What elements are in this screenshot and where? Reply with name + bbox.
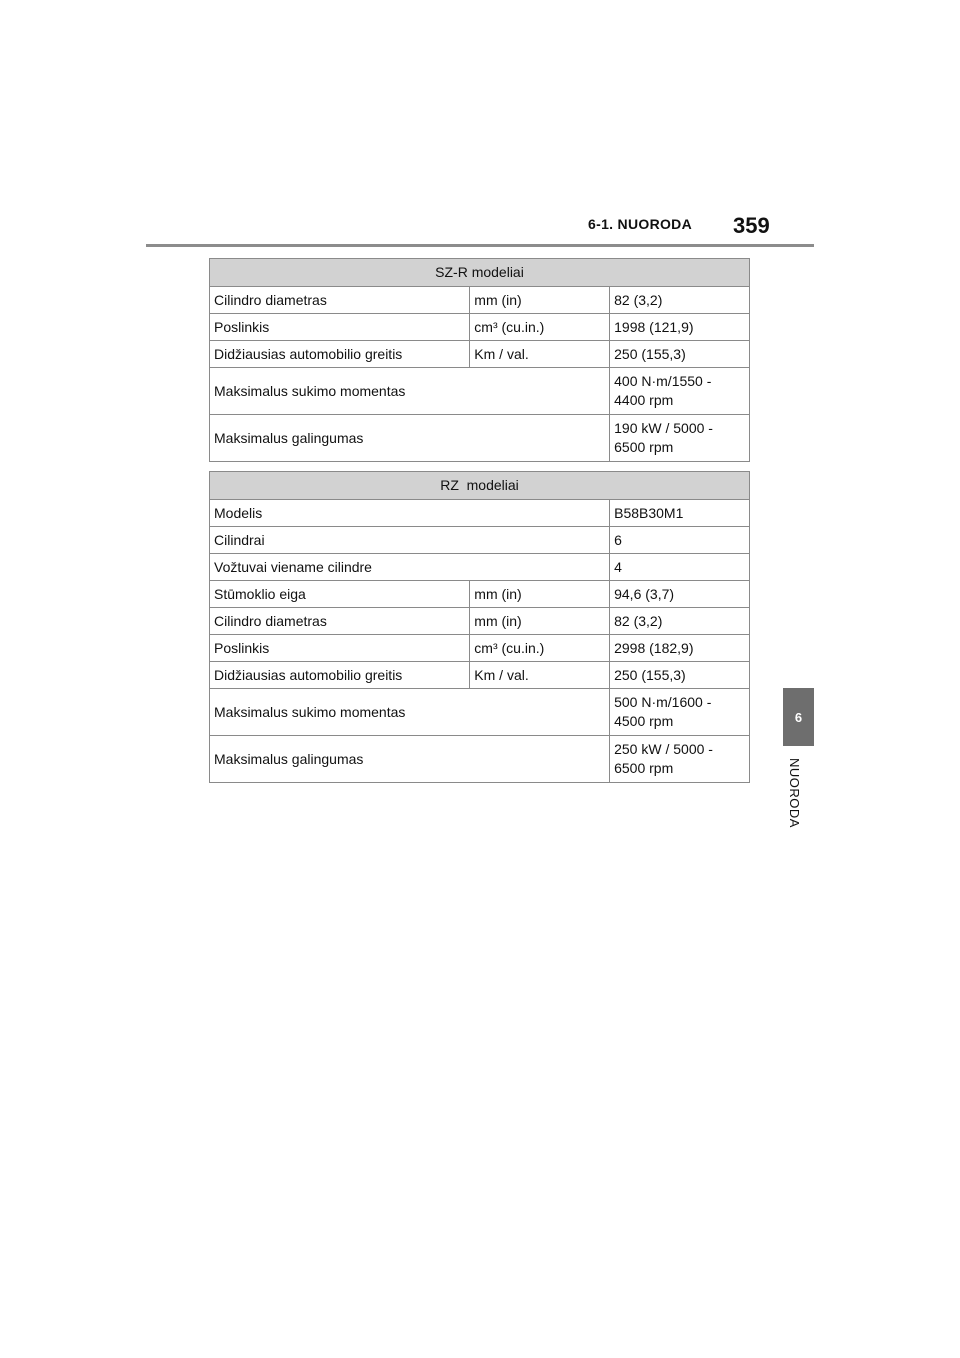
spec-unit: mm (in) [470, 581, 610, 608]
table-row [210, 287, 750, 314]
table-row [210, 500, 750, 527]
chapter-tab[interactable] [783, 688, 814, 746]
spec-table-rz [209, 471, 750, 783]
spec-label: Maksimalus sukimo momentas [210, 368, 610, 415]
chapter-label: NUORODA [787, 758, 802, 828]
spec-unit: Km / val. [470, 341, 610, 368]
table-row [210, 415, 750, 462]
spec-unit: cm³ (cu.in.) [470, 314, 610, 341]
table-row [210, 635, 750, 662]
table-row [210, 581, 750, 608]
table-caption: RZ modeliai [210, 472, 750, 500]
spec-value: 400 N·m/1550 - 4400 rpm [610, 368, 750, 415]
spec-label: Maksimalus sukimo momentas [210, 689, 610, 736]
spec-label: Cilindro diametras [210, 287, 470, 314]
spec-table-szr [209, 258, 750, 462]
spec-value: 82 (3,2) [610, 287, 750, 314]
spec-value: 94,6 (3,7) [610, 581, 750, 608]
spec-label: Poslinkis [210, 314, 470, 341]
table-row [210, 341, 750, 368]
spec-value: 2998 (182,9) [610, 635, 750, 662]
table-row [210, 689, 750, 736]
spec-value: 250 (155,3) [610, 341, 750, 368]
spec-value: 500 N·m/1600 - 4500 rpm [610, 689, 750, 736]
spec-label: Stūmoklio eiga [210, 581, 470, 608]
spec-unit: cm³ (cu.in.) [470, 635, 610, 662]
spec-label: Vožtuvai viename cilindre [210, 554, 610, 581]
table-row [210, 554, 750, 581]
section-title: 6-1. NUORODA [588, 216, 692, 232]
spec-label: Didžiausias automobilio greitis [210, 662, 470, 689]
spec-unit: mm (in) [470, 287, 610, 314]
table-row [210, 608, 750, 635]
table-row [210, 662, 750, 689]
page-number: 359 [733, 213, 770, 238]
spec-value: 82 (3,2) [610, 608, 750, 635]
spec-value: 250 (155,3) [610, 662, 750, 689]
spec-label: Didžiausias automobilio greitis [210, 341, 470, 368]
spec-label: Modelis [210, 500, 610, 527]
table-row [210, 527, 750, 554]
table-row [210, 368, 750, 415]
spec-label: Maksimalus galingumas [210, 736, 610, 783]
spec-label: Maksimalus galingumas [210, 415, 610, 462]
spec-label: Poslinkis [210, 635, 470, 662]
table-caption: SZ-R modeliai [210, 259, 750, 287]
table-row [210, 314, 750, 341]
spec-value: 4 [610, 554, 750, 581]
spec-value: 250 kW / 5000 - 6500 rpm [610, 736, 750, 783]
spec-unit: mm (in) [470, 608, 610, 635]
spec-value: 6 [610, 527, 750, 554]
spec-value: 190 kW / 5000 - 6500 rpm [610, 415, 750, 462]
spec-label: Cilindro diametras [210, 608, 470, 635]
spec-label: Cilindrai [210, 527, 610, 554]
spec-value: 1998 (121,9) [610, 314, 750, 341]
spec-value: B58B30M1 [610, 500, 750, 527]
chapter-number: 6 [794, 709, 803, 725]
table-row [210, 736, 750, 783]
spec-unit: Km / val. [470, 662, 610, 689]
header-divider [146, 244, 814, 247]
